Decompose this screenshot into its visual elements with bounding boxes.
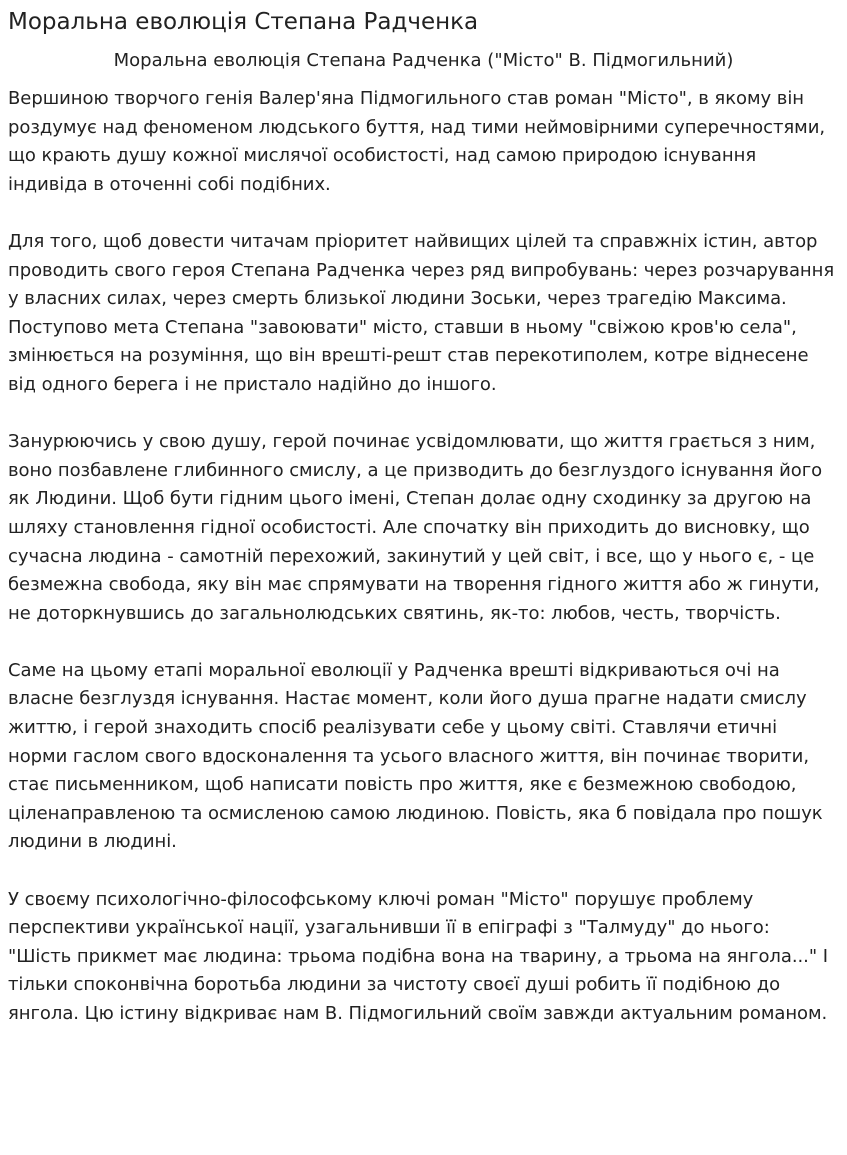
page-title: Моральна еволюція Степана Радченка (8, 9, 479, 35)
paragraph: У своєму психологічно-філософському ключі роман "Місто" порушує проблему перспективи української нації, узагальнивши її в епіграфі з "Талмуду" до нього: "Шість прикмет має людина: трьома подібна вона на тварину, а трьома на янгола..." І тільки споконвічна боротьба людини за чистоту своєї душі робить її подібною до янгола. Цю істину відкриває нам В. Підмогильний своїм завжди актуальним романом. (8, 888, 829, 1024)
paragraph: Занурюючись у свою душу, герой починає усвідомлювати, що життя грається з ним, воно позбавлене глибинного смислу, а це призводить до безглуздого існування його як Людини. Щоб бути гідним цього імені, Степан долає одну сходинку за другою на шляху становлення гідної особистості. Але спочатку він приходить до висновку, що сучасна людина - самотній перехожий, закинутий у цей світ, і все, що у нього є, - це безмежна свобода, яку він має спрямувати на творення гідного життя або ж гинути, не доторкнувшись до загальнолюдських святинь, як-то: любов, честь, творчість. (8, 431, 823, 624)
paragraph: Вершиною творчого генія Валер'яна Підмогильного став роман "Місто", в якому він роздумує над феноменом людського буття, над тими неймовірними суперечностями, що крають душу кожної мислячої особистості, над самою природою існування індивіда в оточенні собі подібних. (8, 88, 826, 195)
document-subtitle: Моральна еволюція Степана Радченка ("Місто" В. Підмогильний) (113, 50, 734, 71)
article-body (8, 85, 837, 1029)
paragraph: Для того, щоб довести читачам пріоритет найвищих цілей та справжніх істин, автор проводить свого героя Степана Радченка через ряд випробувань: через розчарування у власних силах, через смерть близької людини Зоськи, через трагедію Максима. Поступово мета Степана "завоювати" місто, ставши в ньому "свіжою кров'ю села", змінюється на розуміння, що він врешті-решт став перекотиполем, котре віднесене від одного берега і не пристало надійно до іншого. (8, 230, 835, 395)
paragraph: Саме на цьому етапі моральної еволюції у Радченка врешті відкриваються очі на власне безглуздя існування. Настає момент, коли його душа прагне надати смислу життю, і герой знаходить спосіб реалізувати себе у цьому світі. Ставлячи етичні норми гаслом свого вдосконалення та усього власного життя, він починає творити, стає письменником, щоб написати повість про життя, яке є безмежною свободою, ціленаправленою та осмисленою самою людиною. Повість, яка б повідала про пошук людини в людині. (8, 659, 823, 853)
document-page (8, 6, 837, 1057)
